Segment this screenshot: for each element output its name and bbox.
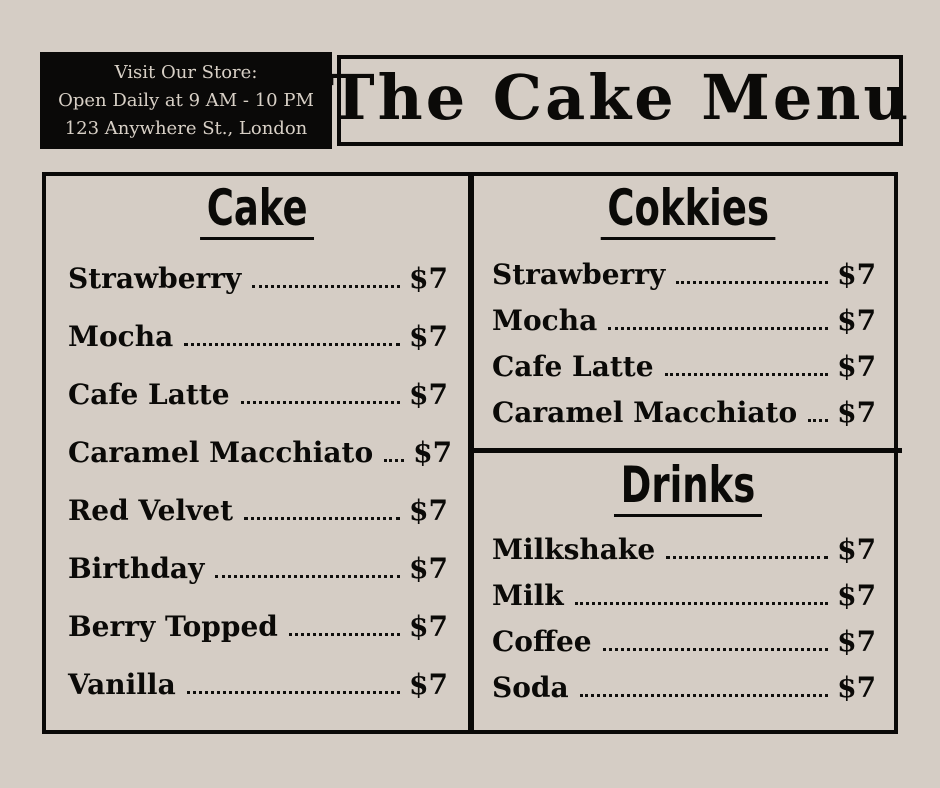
item-name: Soda: [492, 671, 569, 704]
dot-leader: [665, 373, 829, 376]
item-name: Cafe Latte: [68, 378, 230, 411]
item-price: $7: [409, 552, 448, 585]
item-name: Vanilla: [68, 668, 176, 701]
menu-item: [492, 350, 876, 396]
item-name: Birthday: [68, 552, 205, 585]
store-info-line-3: 123 Anywhere St., London: [64, 117, 308, 139]
item-price: $7: [409, 262, 448, 295]
item-name: Mocha: [68, 320, 174, 353]
item-name: Coffee: [492, 625, 592, 658]
cookies-item-list: [474, 246, 902, 442]
menu-item: [492, 258, 876, 304]
item-price: $7: [837, 396, 877, 429]
dot-leader: [603, 648, 829, 651]
section-drinks-heading: Drinks: [614, 459, 762, 517]
item-name: Caramel Macchiato: [492, 396, 798, 429]
item-price: $7: [837, 533, 877, 566]
dot-leader: [575, 602, 828, 605]
menu-item: [492, 304, 876, 350]
section-cake-heading-wrap: [46, 179, 468, 246]
menu-item: [492, 396, 876, 442]
section-cake-heading: Cake: [200, 182, 314, 240]
item-name: Berry Topped: [68, 610, 278, 643]
dot-leader: [215, 575, 400, 578]
dot-leader: [252, 285, 400, 288]
cake-item-list: [46, 246, 468, 726]
dot-leader: [608, 327, 828, 330]
title-box: [328, 55, 912, 146]
dot-leader: [580, 694, 829, 697]
section-cookies: [474, 176, 902, 453]
item-price: $7: [837, 671, 877, 704]
menu-item: [68, 494, 448, 552]
item-name: Milkshake: [492, 533, 656, 566]
item-price: $7: [409, 668, 448, 701]
menu-item: [492, 533, 876, 579]
item-price: $7: [409, 378, 448, 411]
item-price: $7: [837, 258, 877, 291]
section-cookies-heading: Cokkies: [601, 182, 776, 240]
dot-leader: [187, 691, 400, 694]
menu-item: [492, 579, 876, 625]
menu-item: [68, 610, 448, 668]
menu-item: [68, 668, 448, 726]
menu-item: [68, 436, 453, 494]
dot-leader: [808, 419, 828, 422]
dot-leader: [241, 401, 400, 404]
item-price: $7: [837, 625, 877, 658]
item-price: $7: [409, 320, 448, 353]
item-price: $7: [413, 436, 453, 469]
menu-item: [68, 262, 448, 320]
item-price: $7: [409, 610, 448, 643]
section-drinks-heading-wrap: [474, 456, 902, 523]
dot-leader: [289, 633, 400, 636]
item-name: Milk: [492, 579, 564, 612]
right-pane: [474, 176, 902, 730]
item-name: Red Velvet: [68, 494, 234, 527]
item-price: $7: [409, 494, 448, 527]
drinks-item-list: [474, 523, 902, 717]
menu-item: [68, 552, 448, 610]
section-drinks: [474, 453, 902, 730]
dot-leader: [666, 556, 828, 559]
menu-box: [42, 172, 898, 734]
item-name: Cafe Latte: [492, 350, 654, 383]
item-name: Mocha: [492, 304, 598, 337]
item-name: Strawberry: [492, 258, 666, 291]
store-info-line-1: Visit Our Store:: [114, 61, 258, 83]
item-price: $7: [837, 304, 877, 337]
item-name: Strawberry: [68, 262, 242, 295]
item-price: $7: [837, 579, 877, 612]
dot-leader: [184, 343, 400, 346]
page-title: The Cake Menu: [328, 60, 912, 134]
menu-item: [492, 671, 876, 717]
menu-item: [492, 625, 876, 671]
section-cookies-heading-wrap: [474, 179, 902, 246]
item-name: Caramel Macchiato: [68, 436, 374, 469]
menu-item: [68, 320, 448, 378]
store-info-box: [40, 52, 332, 149]
store-info-line-2: Open Daily at 9 AM - 10 PM: [58, 89, 314, 111]
dot-leader: [244, 517, 400, 520]
dot-leader: [384, 459, 404, 462]
section-cake: [46, 176, 474, 730]
item-price: $7: [837, 350, 877, 383]
dot-leader: [676, 281, 828, 284]
menu-item: [68, 378, 448, 436]
